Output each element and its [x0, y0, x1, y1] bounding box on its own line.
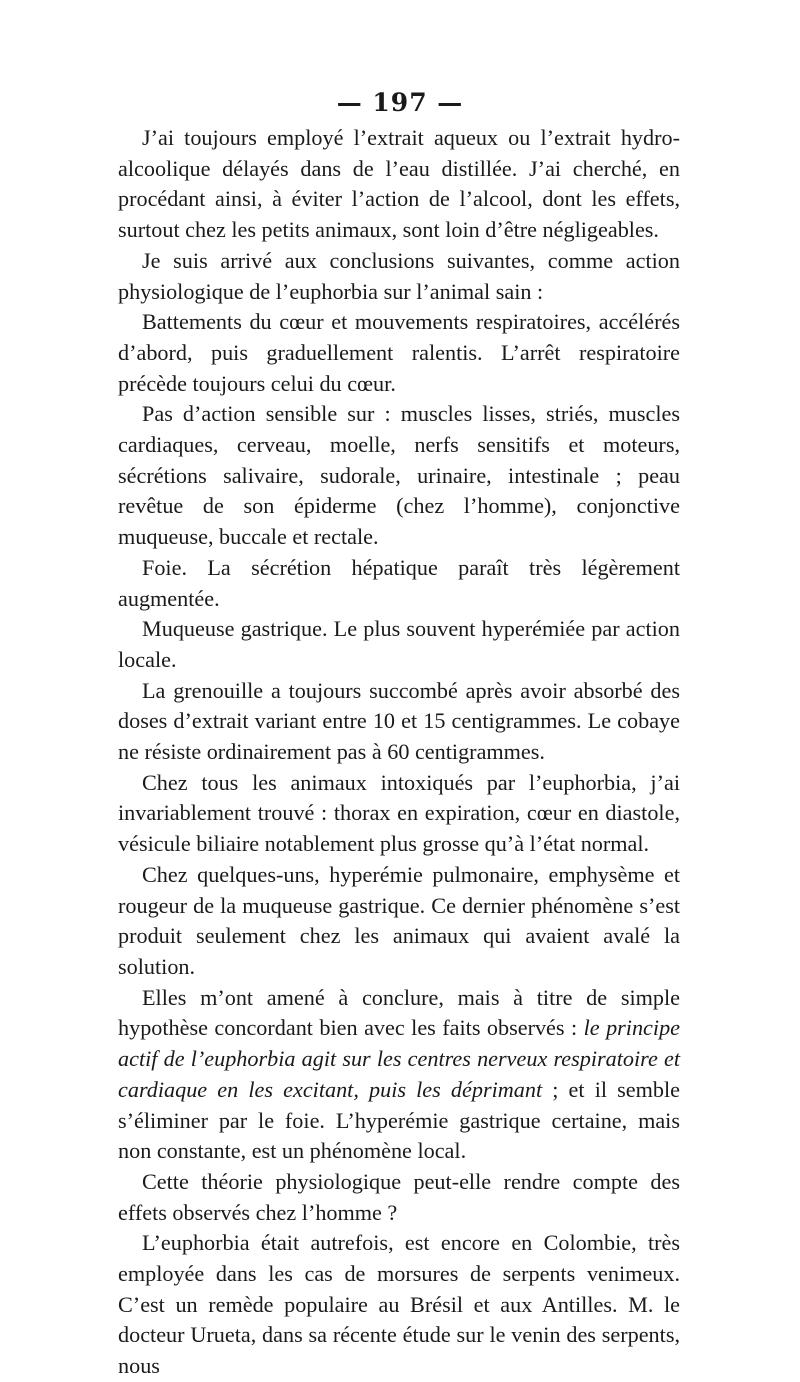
paragraph: Chez quelques-uns, hyperémie pulmonaire, emphysème et rougeur de la muqueuse gastrique. Ce dernier phénomène s’est produit seulement chez les animaux qui avaient avalé la solution.: [118, 861, 680, 979]
body-text: [118, 123, 680, 1382]
paragraph: Muqueuse gastrique. Le plus souvent hyperémiée par action locale.: [118, 616, 680, 672]
paragraph: Battements du cœur et mouvements respiratoires, accélérés d’abord, puis graduellement ralentis. L’arrêt respiratoire précède toujours celui du cœur.: [118, 309, 680, 396]
paragraph: Foie. La sécrétion hépatique paraît très légèrement augmentée.: [118, 554, 680, 611]
paragraph: Chez tous les animaux intoxiqués par l’euphorbia, j’ai invariablement trouvé : thorax en expiration, cœur en diastole, vésicule biliaire notablement plus grosse qu’à l’état normal.: [118, 769, 680, 857]
paragraph: Je suis arrivé aux conclusions suivantes, comme action physiologique de l’euphorbia sur l’animal sain :: [118, 247, 680, 304]
paragraph: J’ai toujours employé l’extrait aqueux ou l’extrait hydro-alcoolique délayés dans de l’eau distillée. J’ai cherché, en procédant ainsi, à éviter l’action de l’alcool, dont les effets, surtout chez les petits animaux, sont loin d’être négligeables.: [118, 125, 680, 243]
paragraph: Elles m’ont amené à conclure, mais à titre de simple hypothèse concordant bien avec les faits observés : le principe actif de l’euphorbia agit sur les centres nerveux respiratoire et cardiaque en les excitant, puis les déprimant ; et il semble s’éliminer par le foie. L’hyperémie gastrique certaine, mais non constante, est un phénomène local.: [118, 984, 681, 1164]
paragraph: Cette théorie physiologique peut-elle rendre compte des effets observés chez l’homme ?: [118, 1168, 680, 1225]
italic-hypothesis: le principe actif de l’euphorbia agit sur les centres nerveux respiratoire et cardiaque en les excitant, puis les déprimant: [118, 1015, 681, 1102]
paragraph: L’euphorbia était autrefois, est encore en Colombie, très employée dans les cas de morsures de serpents venimeux. C’est un remède populaire au Brésil et aux Antilles. M. le docteur Urueta, dans sa récente étude sur le venin des serpents, nous: [118, 1230, 680, 1379]
page-number: — 197 —: [336, 88, 464, 117]
paragraph: Pas d’action sensible sur : muscles lisses, striés, muscles cardiaques, cerveau, moelle, nerfs sensitifs et moteurs, sécrétions salivaire, sudorale, urinaire, intestinale ; peau revêtue de son épiderme (chez l’homme), conjonctive muqueuse, buccale et rectale.: [118, 401, 680, 550]
paragraph: La grenouille a toujours succombé après avoir absorbé des doses d’extrait variant entre 10 et 15 centigrammes. Le cobaye ne résiste ordinairement pas à 60 centigrammes.: [118, 677, 680, 765]
